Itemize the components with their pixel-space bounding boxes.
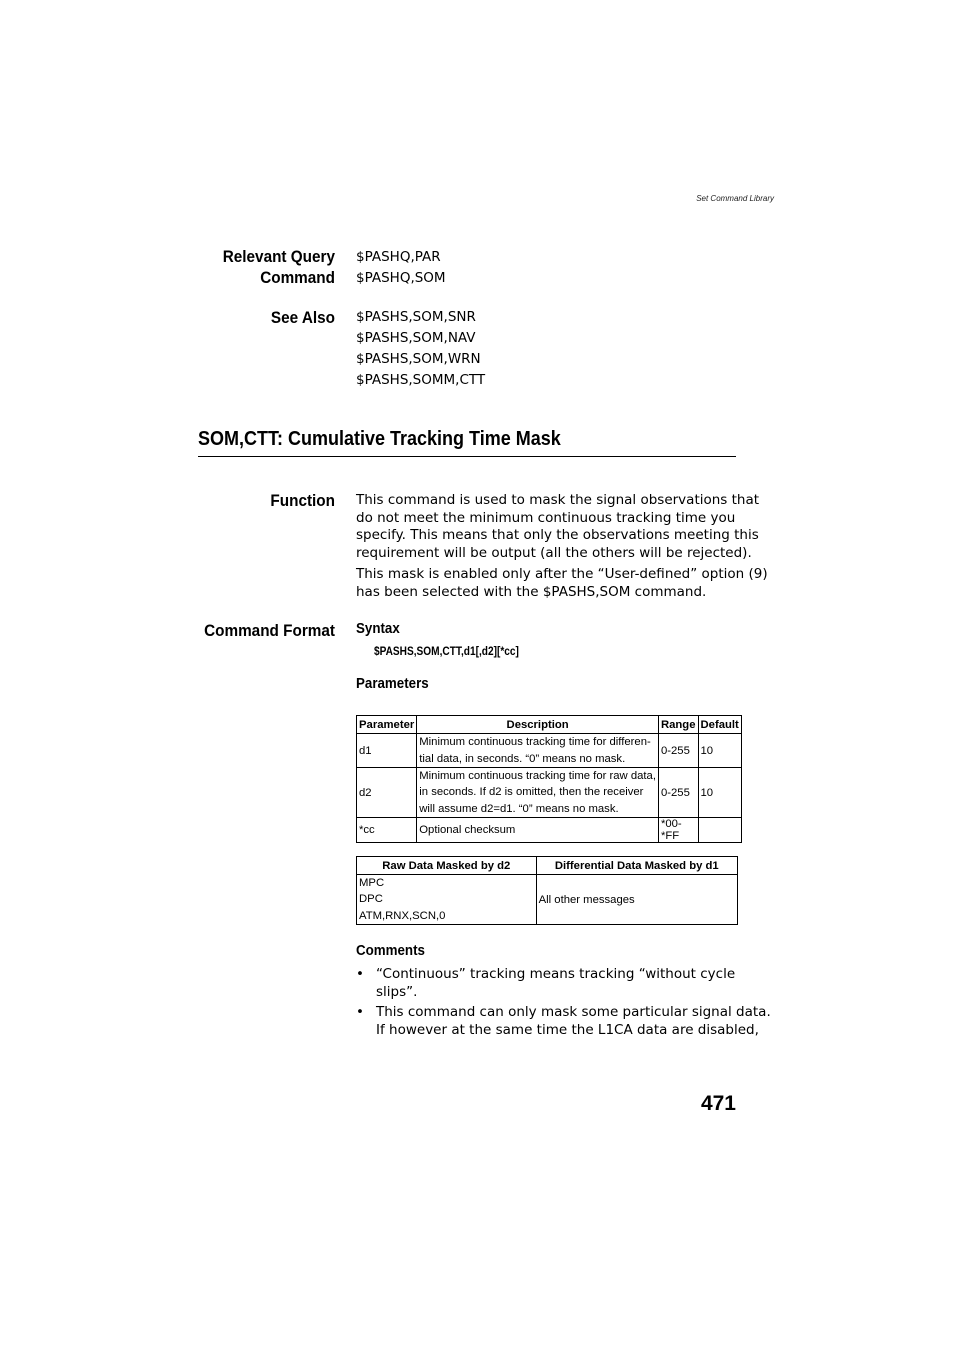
description-cell	[417, 768, 659, 818]
description-line: Minimum continuous tracking time for raw data,	[419, 770, 656, 783]
command-format-label: Command Format	[204, 621, 335, 640]
raw-data-line: ATM,RNX,SCN,0	[359, 909, 446, 922]
default-cell	[698, 818, 741, 843]
see-also-command: $PASHS,SOM,WRN	[356, 351, 481, 367]
comment-text	[376, 1004, 771, 1039]
relevant-query-values	[356, 247, 446, 289]
see-also-command: $PASHS,SOM,NAV	[356, 330, 476, 346]
function-line: This mask is enabled only after the “User-defined” option (9)	[356, 566, 768, 582]
header-raw-data: Raw Data Masked by d2	[357, 857, 537, 875]
query-command: $PASHQ,PAR	[356, 249, 441, 265]
function-line: This command is used to mask the signal observations that	[356, 492, 760, 508]
mask-table	[356, 856, 738, 925]
relevant-query-label-line: Command	[260, 268, 335, 287]
see-also-label: See Also	[270, 308, 335, 327]
function-paragraph-1	[356, 492, 760, 562]
section-title: SOM,CTT: Cumulative Tracking Time Mask	[198, 428, 561, 450]
raw-data-line: MPC	[359, 877, 385, 890]
header-range: Range	[658, 716, 698, 734]
differential-data-cell: All other messages	[536, 875, 737, 925]
description-line: in seconds. If d2 is omitted, then the receiver	[419, 786, 644, 799]
bullet-icon: •	[356, 966, 364, 982]
param-cell: *cc	[357, 818, 417, 843]
header-description: Description	[417, 716, 659, 734]
description-line: will assume d2=d1. “0” means no mask.	[419, 802, 619, 815]
parameters-heading: Parameters	[356, 676, 429, 692]
range-cell: 0-255	[658, 768, 698, 818]
running-header: Set Command Library	[696, 194, 774, 203]
range-cell: *00-*FF	[658, 818, 698, 843]
table-row	[357, 734, 742, 768]
param-cell: d1	[357, 734, 417, 768]
comment-line: “Continuous” tracking means tracking “without cycle	[376, 966, 736, 982]
syntax-heading: Syntax	[356, 621, 400, 637]
parameters-table	[356, 715, 742, 843]
function-line: specify. This means that only the observations meeting this	[356, 527, 759, 544]
default-cell: 10	[698, 768, 741, 818]
function-paragraph-2	[356, 566, 768, 601]
see-also-values	[356, 307, 485, 391]
description-line: tial data, in seconds. “0” means no mask.	[419, 752, 626, 765]
bullet-icon: •	[356, 1004, 364, 1020]
syntax-line: $PASHS,SOM,CTT,d1[,d2][*cc]	[374, 646, 519, 658]
comment-line: This command can only mask some particular signal data.	[376, 1004, 771, 1020]
header-parameter: Parameter	[357, 716, 417, 734]
see-also-command: $PASHS,SOM,SNR	[356, 309, 476, 325]
function-line: do not meet the minimum continuous tracking time you	[356, 509, 736, 526]
table-row	[357, 875, 738, 925]
header-default: Default	[698, 716, 741, 734]
description-line: Optional checksum	[419, 823, 516, 836]
function-line: has been selected with the $PASHS,SOM command.	[356, 583, 707, 600]
query-command: $PASHQ,SOM	[356, 270, 446, 286]
comments-heading: Comments	[356, 943, 425, 959]
section-rule	[198, 456, 736, 457]
function-label: Function	[270, 491, 335, 510]
table-header-row	[357, 716, 742, 734]
comment-line: If however at the same time the L1CA data are disabled,	[376, 1021, 759, 1038]
range-cell: 0-255	[658, 734, 698, 768]
description-cell	[417, 818, 659, 843]
relevant-query-label	[169, 246, 336, 288]
page-number: 471	[700, 1092, 736, 1115]
raw-data-cell	[357, 875, 537, 925]
description-line: Minimum continuous tracking time for differen-	[419, 736, 651, 749]
default-cell: 10	[698, 734, 741, 768]
header-differential-data: Differential Data Masked by d1	[536, 857, 737, 875]
raw-data-line: DPC	[359, 893, 383, 906]
table-row	[357, 768, 742, 818]
comment-line: slips”.	[376, 983, 418, 1000]
function-line: requirement will be output (all the others will be rejected).	[356, 544, 752, 561]
table-row	[357, 818, 742, 843]
param-cell: d2	[357, 768, 417, 818]
comment-text	[376, 966, 735, 1001]
description-cell	[417, 734, 659, 768]
relevant-query-label-line: Relevant Query	[222, 247, 335, 266]
see-also-command: $PASHS,SOMM,CTT	[356, 372, 486, 388]
table-header-row	[357, 857, 738, 875]
